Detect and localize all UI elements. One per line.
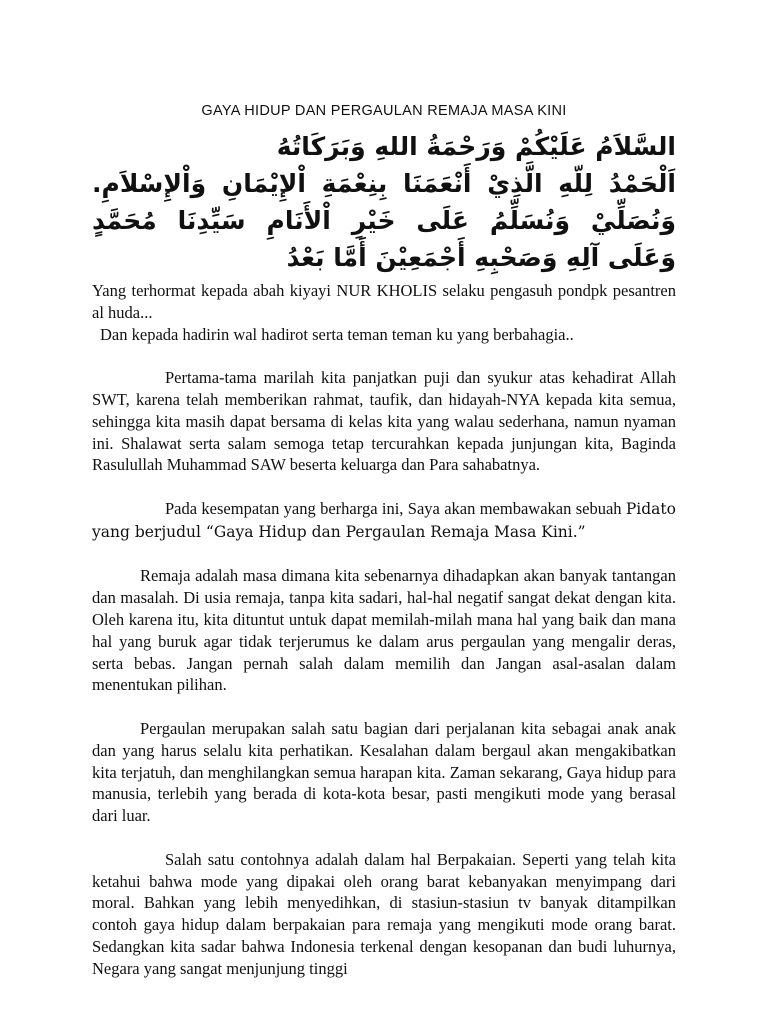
paragraph-pergaulan: Pergaulan merupakan salah satu bagian dari perjalanan kita sebagai anak anak dan yang harus selalu kita perhatikan. Kesalahan dalam bergaul akan mengakibatkan kita terjatuh, dan menghilangkan semua harapan kita. Zaman sekarang, Gaya hidup para manusia, terlebih yang berada di kota-kota besar, pasti mengikuti mode yang berasal dari luar. bbox=[92, 718, 676, 826]
arabic-opening bbox=[92, 128, 676, 276]
document-title: GAYA HIDUP DAN PERGAULAN REMAJA MASA KINI bbox=[201, 103, 567, 119]
paragraph-remaja: Remaja adalah masa dimana kita sebenarnya dihadapkan akan banyak tantangan dan masalah. Di usia remaja, tanpa kita sadari, hal-hal negatif sangat dekat dengan kita. Oleh karena itu, kita dituntut untuk dapat memilah-milah mana hal yang baik dan mana hal yang buruk agar tidak terjerumus ke dalam arus pergaulan yang mengalir deras, serta bebas. Jangan pernah salah dalam memilih dan Jangan asal-asalan dalam menentukan pilihan. bbox=[92, 566, 676, 695]
paragraph-berpakaian: Salah satu contohnya adalah dalam hal Berpakaian. Seperti yang telah kita ketahui bahwa mode yang dipakai oleh orang barat kebanyakan menyimpang dari moral. Bahkan yang lebih menyedihkan, di stasiun-stasiun tv banyak ditampilkan contoh gaya hidup dalam berpakaian para remaja yang mengikuti mode orang barat. Sedangkan kita sadar bahwa Indonesia terkenal dengan kesopanan dan budi luhurnya, Negara yang sangat menjunjung tinggi bbox=[92, 849, 676, 978]
paragraph-speech-intro bbox=[92, 498, 676, 544]
arabic-hamdalah-text: اَلْحَمْدُ لِلّهِ الَّذِيْ أَنْعَمَنَا بِنِعْمَةِ اْلإِيْمَانِ وَاْلإِسْلاَمِ. وَنُصَلِّيْ وَنُسَلِّمُ عَلَى خَيْرِ اْلأَنَامِ سَيِّدِنَا مُحَمَّدٍ وَعَلَى آلِهِ وَصَحْبِهِ أَجْمَعِيْنَ أَمَّا بَعْدُ bbox=[92, 169, 676, 272]
speech-title-reference: Pidato yang berjudul “Gaya Hidup dan Pergaulan Remaja Masa Kini.” bbox=[92, 499, 676, 541]
greeting-line-2: Dan kepada hadirin wal hadirot serta teman teman ku yang berbahagia.. bbox=[100, 324, 574, 344]
greeting-line-1: Yang terhormat kepada abah kiyayi NUR KHOLIS selaku pengasuh pondpk pesantren al huda... bbox=[92, 281, 676, 322]
arabic-salam-line: السَّلاَمُ عَلَيْكُمْ وَرَحْمَةُ اللهِ وَبَرَكَاتُهُ bbox=[276, 132, 676, 161]
paragraph-opening-praise: Pertama-tama marilah kita panjatkan puji dan syukur atas kehadirat Allah SWT, karena telah memberikan rahmat, taufik, dan hidayah-NYA kepada kita semua, sehingga kita masih dapat bersama di kelas kita yang walau sederhana, namun nyaman ini. Shalawat serta salam semoga tetap tercurahkan kepada junjungan kita, Baginda Rasulullah Muhammad SAW beserta keluarga dan Para sahabatnya. bbox=[92, 368, 676, 475]
speech-body bbox=[92, 280, 676, 980]
speech-intro-text: Pada kesempatan yang berharga ini, Saya akan membawakan sebuah bbox=[165, 498, 626, 518]
document-page bbox=[92, 100, 676, 980]
